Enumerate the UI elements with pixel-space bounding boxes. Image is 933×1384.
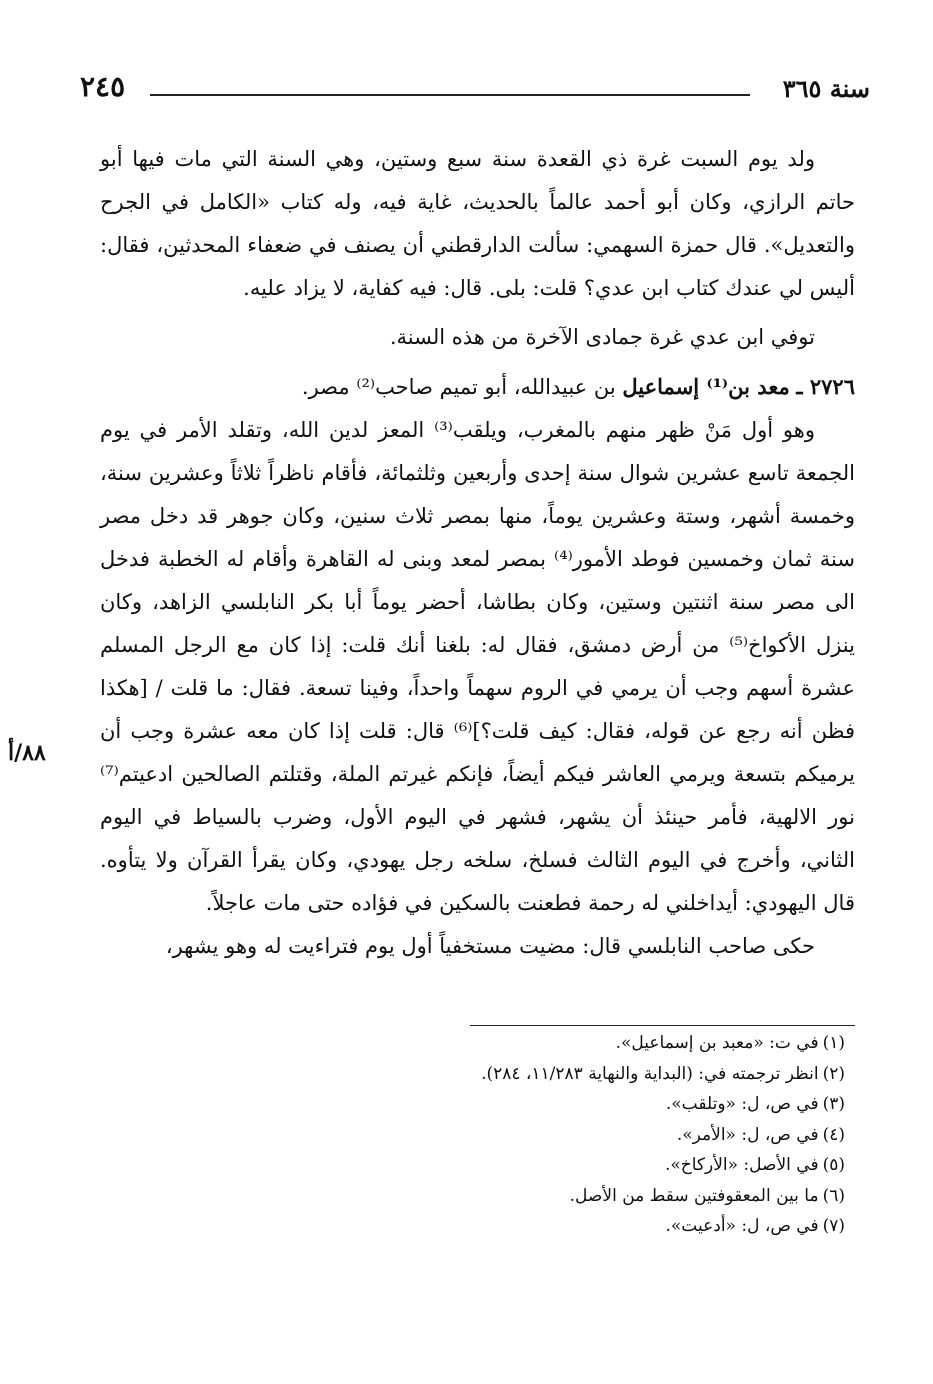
entry-number: ٢٧٢٦ ـ [796, 374, 855, 399]
running-title: سنة ٣٦٥ [782, 74, 870, 103]
footnote-mark: (٦) [822, 1185, 845, 1206]
marginal-folio-note: ٨٨/أ [8, 740, 46, 766]
footnote-mark: (٢) [822, 1063, 845, 1084]
page-number: ٢٤٥ [80, 70, 126, 103]
page-header [80, 70, 870, 110]
footnote [300, 1059, 845, 1090]
footnote [300, 1028, 845, 1059]
footnote [300, 1181, 845, 1212]
footnote-text: في الأصل: «الأركاخ». [664, 1155, 819, 1175]
footnote-mark: (٧) [822, 1216, 845, 1236]
footnote-text: في ت: «معبد بن إسماعيل». [615, 1033, 819, 1053]
footnote-text: انظر ترجمته في: (البداية والنهاية ١١/٢٨٣، ٢٨٤). [481, 1063, 819, 1084]
footnote-text: في ص، ل: «وتلقب». [665, 1094, 819, 1114]
footnote-mark: (١) [822, 1033, 845, 1053]
entry-heading [100, 365, 855, 409]
header-rule [150, 94, 750, 96]
footnote-mark: (٥) [822, 1155, 845, 1175]
footnote-mark: (٣) [822, 1094, 845, 1114]
footnotes [300, 1028, 845, 1242]
footnote-mark: (٤) [822, 1124, 845, 1145]
entry-heading-rest: بن عبيدالله، أبو تميم صاحب⁽²⁾ مصر. [301, 375, 616, 399]
footnote-text: في ص، ل: «الأمر». [676, 1124, 819, 1145]
paragraph-biography: ولد يوم السبت غرة ذي القعدة سنة سبع وستين، وهي السنة التي مات فيها أبو حاتم الرازي، وكان أبو أحمد عالماً بالحديث، غاية فيه، وله كتاب «الكامل في الجرح والتعديل». قال حمزة السهمي: سألت الدارقطني أن يصنف في ضعفاء المحدثين، فقال: أليس لي عندك كتاب ابن عدي؟ قلت: بلى. قال: فيه كفاية، لا يزاد عليه. [100, 147, 855, 300]
entry-name: معد بن⁽¹⁾ إسماعيل [622, 374, 790, 399]
paragraph-death-note: توفي ابن عدي غرة جمادى الآخرة من هذه السنة. [389, 325, 815, 349]
footnote-text: ما بين المعقوفتين سقط من الأصل. [569, 1185, 819, 1206]
footnote [300, 1211, 845, 1242]
footnote [300, 1120, 845, 1151]
last-paragraph: حكى صاحب النابلسي قال: مضيت مستخفياً أول يوم فتراءيت له وهو يشهر، [165, 934, 815, 958]
main-text [100, 138, 855, 968]
entry-body: وهو أول مَنْ ظهر منهم بالمغرب، ويلقب⁽³⁾ المعز لدين الله، وتقلد الأمر في يوم الجمعة تاسع عشرين شوال سنة إحدى وأربعين وثلثمائة، فأقام ناظراً ثلاثاً وعشرين سنة، وخمسة أشهر، وستة وعشرين يوماً، منها بمصر ثلاث سنين، وكان جوهر قد دخل مصر سنة ثمان وخمسين فوطد الأمور⁽⁴⁾ بمصر لمعد وبنى له القاهرة وأقام له الخطبة فدخل الى مصر سنة اثنتين وستين، وكان بطاشا، أحضر يوماً أبا بكر النابلسي الزاهد، وكان ينزل الأكواخ⁽⁵⁾ من أرض دمشق، فقال له: بلغنا أنك قلت: إذا كان مع الرجل المسلم عشرة أسهم وجب أن يرمي في الروم سهماً واحداً، وفينا تسعة. فقال: ما قلت / [هكذا فظن أنه رجع عن قوله، فقال: كيف قلت؟]⁽⁶⁾ قال: قلت إذا كان معه عشرة وجب أن يرميكم بتسعة ويرمي العاشر فيكم أيضاً، فإنكم غيرتم الملة، وقتلتم الصالحين ادعيتم⁽⁷⁾ نور الالهية، فأمر حينئذ أن يشهر، فشهر في اليوم الأول، وضرب بالسياط في اليوم الثاني، وأخرج في اليوم الثالث فسلخ، سلخه رجل يهودي، وكان يقرأ القرآن ولا يتأوه. قال اليهودي: أيداخلني له رحمة فطعنت بالسكين في فؤاده حتى مات عاجلاً. [100, 418, 855, 915]
footnote-rule [470, 1025, 855, 1026]
footnote [300, 1150, 845, 1181]
footnote-text: في ص، ل: «أدعيت». [665, 1216, 819, 1236]
footnote [300, 1089, 845, 1120]
